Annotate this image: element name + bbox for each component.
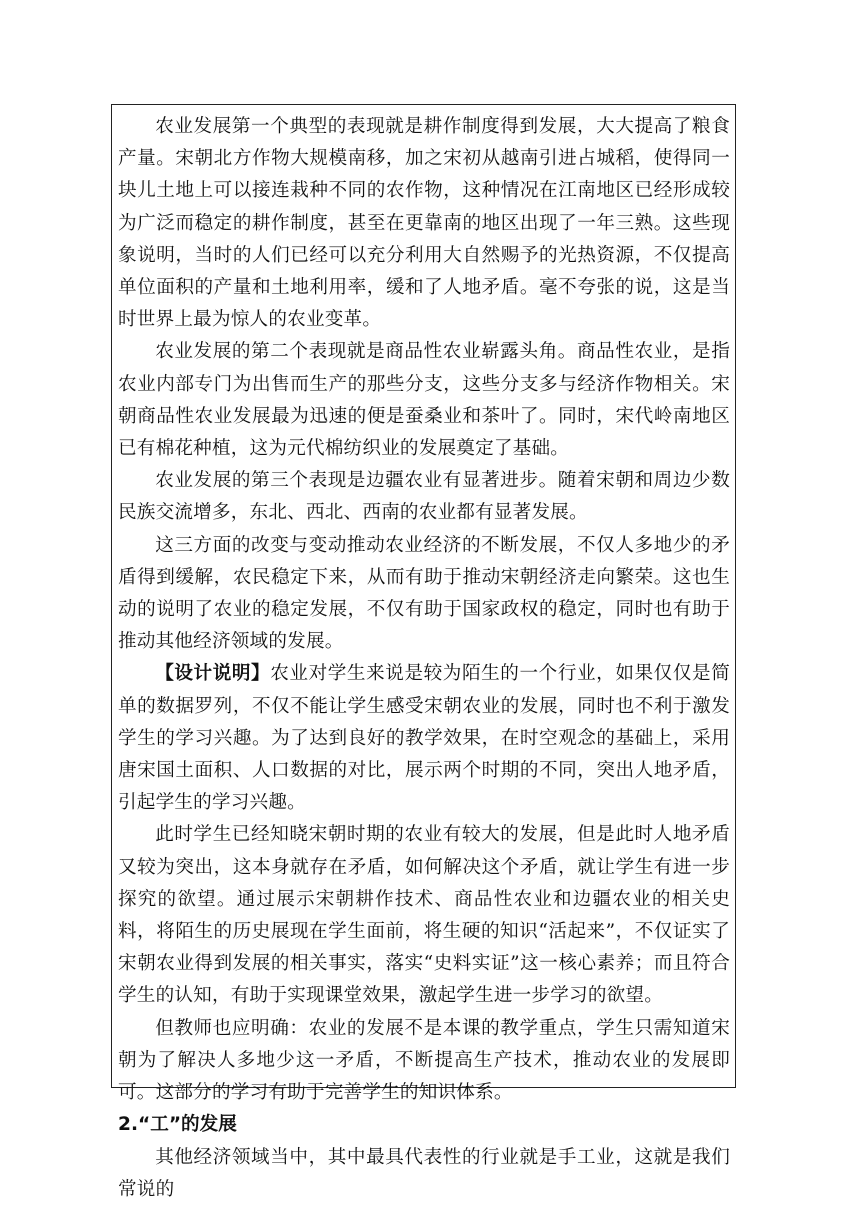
document-body xyxy=(118,111,730,1206)
paragraph-teacher-note: 但教师也应明确：农业的发展不是本课的教学重点，学生只需知道宋朝为了解决人多地少这一矛盾，不断提高生产技术，推动农业的发展即可。这部分的学习有助于完善学生的知识体系。 xyxy=(118,1017,730,1104)
section-heading-handicraft: 2.“工”的发展 xyxy=(118,1114,237,1136)
design-note-text: 农业对学生来说是较为陌生的一个行业，如果仅仅是简单的数据罗列，不仅不能让学生感受宋朝农业的发展，同时也不利于激发学生的学习兴趣。为了达到良好的教学效果，在时空观念的基础上，采用唐宋国土面积、人口数据的对比，展示两个时期的不同，突出人地矛盾，引起学生的学习兴趣。 xyxy=(118,663,730,814)
paragraph-summary: 这三方面的改变与变动推动农业经济的不断发展，不仅人多地少的矛盾得到缓解，农民稳定下来，从而有助于推动宋朝经济走向繁荣。这也生动的说明了农业的稳定发展，不仅有助于国家政权的稳定，同时也有助于推动其他经济领域的发展。 xyxy=(118,534,730,653)
paragraph-cultivation-system: 农业发展第一个典型的表现就是耕作制度得到发展，大大提高了粮食产量。宋朝北方作物大规模南移，加之宋初从越南引进占城稻，使得同一块儿土地上可以接连栽种不同的农作物，这种情况在江南地区已经形成较为广泛而稳定的耕作制度，甚至在更靠南的地区出现了一年三熟。这些现象说明，当时的人们已经可以充分利用大自然赐予的光热资源，不仅提高单位面积的产量和土地利用率，缓和了人地矛盾。毫不夸张的说，这是当时世界上最为惊人的农业变革。 xyxy=(118,116,730,331)
design-note-label: 【设计说明】 xyxy=(155,663,271,685)
paragraph-frontier-agriculture: 农业发展的第三个表现是边疆农业有显著进步。随着宋朝和周边少数民族交流增多，东北、西北、西南的农业都有显著发展。 xyxy=(118,470,730,524)
paragraph-handicraft-intro: 其他经济领域当中，其中最具代表性的行业就是手工业，这就是我们常说的 xyxy=(118,1146,730,1200)
paragraph-student-inquiry: 此时学生已经知晓宋朝时期的农业有较大的发展，但是此时人地矛盾又较为突出，这本身就存在矛盾，如何解决这个矛盾，就让学生有进一步探究的欲望。通过展示宋朝耕作技术、商品性农业和边疆农业的相关史料，将陌生的历史展现在学生面前，将生硬的知识“活起来”，不仅证实了宋朝农业得到发展的相关事实，落实“史料实证”这一核心素养；而且符合学生的认知，有助于实现课堂效果，激起学生进一步学习的欲望。 xyxy=(118,824,730,1007)
paragraph-design-note xyxy=(118,658,730,819)
paragraph-commercial-agriculture: 农业发展的第二个表现就是商品性农业崭露头角。商品性农业，是指农业内部专门为出售而生产的那些分支，这些分支多与经济作物相关。宋朝商品性农业发展最为迅速的便是蚕桑业和茶叶了。同时，宋代岭南地区已有棉花种植，这为元代棉纺织业的发展奠定了基础。 xyxy=(118,341,730,460)
document-table-cell xyxy=(111,104,736,1200)
